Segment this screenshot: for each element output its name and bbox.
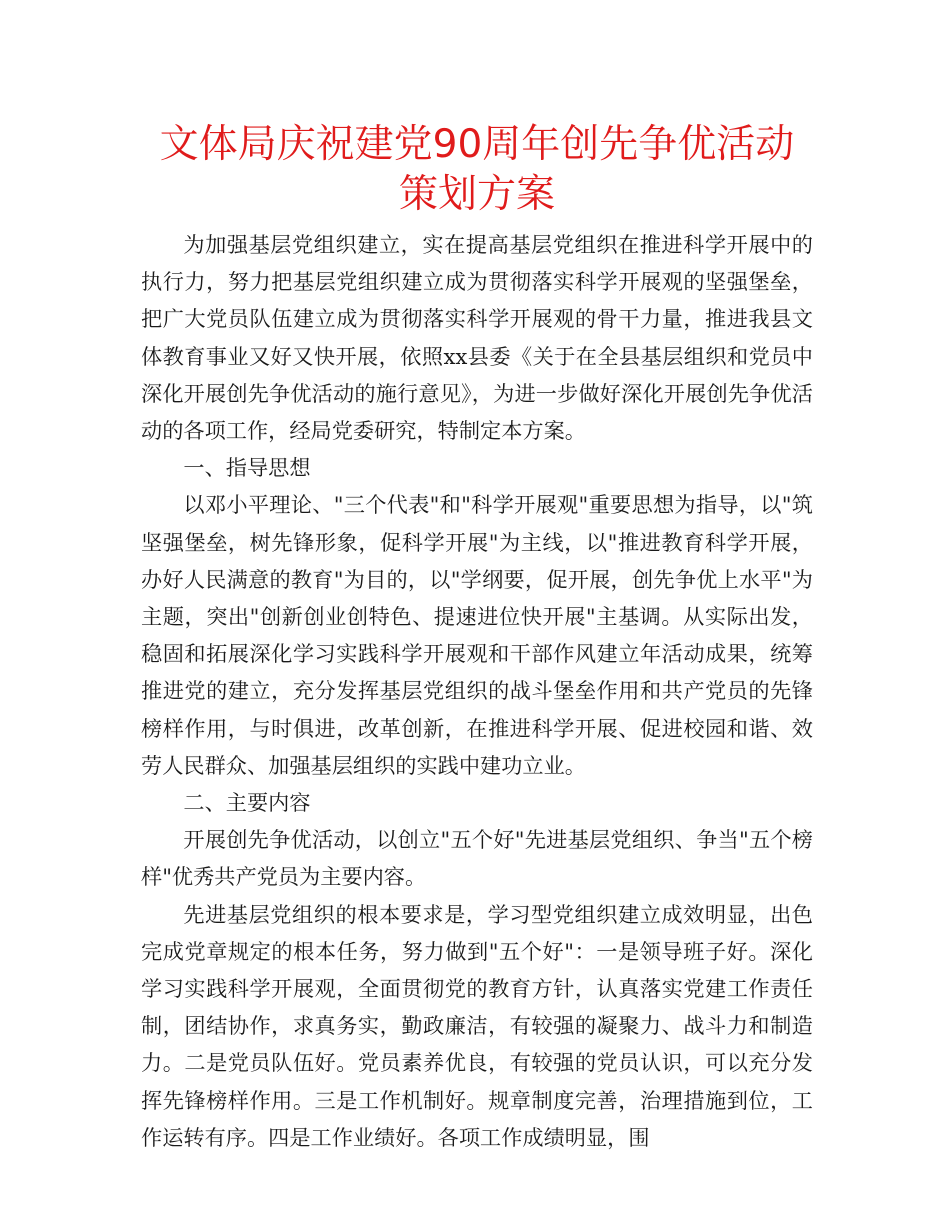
main-content-paragraph: 开展创先争优活动，以创立"五个好"先进基层党组织、争当"五个榜样"优秀共产党员为主要内容。 [141,827,813,890]
section-heading-guiding-ideology: 一、指导思想 [183,455,311,481]
guiding-ideology-paragraph: 以邓小平理论、"三个代表"和"科学开展观"重要思想为指导，以"筑坚强堡垒，树先锋形象，促科学开展"为主线，以"推进教育科学开展，办好人民满意的教育"为目的，以"学纲要，促开展，创先争优上水平"为主题，突出"创新创业创特色、提速进位快开展"主基调。从实际出发，稳固和拓展深化学习实践科学开展观和干部作风建立年活动成果，统筹推进党的建立，充分发挥基层党组织的战斗堡垒作用和共产党员的先锋榜样作用，与时俱进，改革创新，在推进科学开展、促进校园和谐、效劳人民群众、加强基层组织的实践中建功立业。 [141,492,813,778]
document-body [141,226,813,1156]
document-title: 文体局庆祝建党90周年创先争优活动策划方案 [159,122,795,217]
requirements-paragraph: 先进基层党组织的根本要求是，学习型党组织建立成效明显，出色完成党章规定的根本任务，努力做到"五个好"：一是领导班子好。深化学习实践科学开展观，全面贯彻党的教育方针，认真落实党建工作责任制，团结协作，求真务实，勤政廉洁，有较强的凝聚力、战斗力和制造力。二是党员队伍好。党员素养优良，有较强的党员认识，可以充分发挥先锋榜样作用。三是工作机制好。规章制度完善，治理措施到位，工作运转有序。四是工作业绩好。各项工作成绩明显，围 [141,901,813,1150]
section-heading-main-content: 二、主要内容 [183,790,311,816]
intro-paragraph: 为加强基层党组织建立，实在提高基层党组织在推进科学开展中的执行力，努力把基层党组织建立成为贯彻落实科学开展观的坚强堡垒，把广大党员队伍建立成为贯彻落实科学开展观的骨干力量，推进我县文体教育事业又好又快开展，依照xx县委《关于在全县基层组织和党员中深化开展创先争优活动的施行意见》，为进一步做好深化开展创先争优活动的各项工作，经局党委研究，特制定本方案。 [141,232,813,444]
document-page [141,120,813,1156]
